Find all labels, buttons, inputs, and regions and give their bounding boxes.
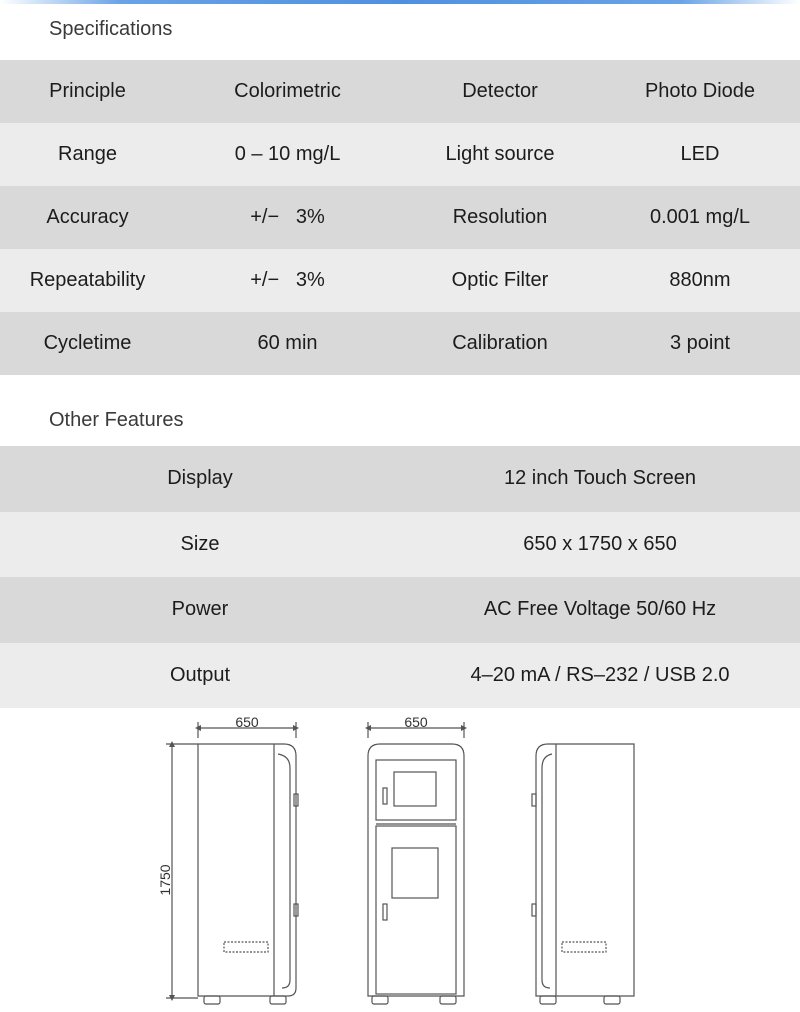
spec-value: 0.001 mg/L [600, 186, 800, 249]
spec-value: 3 point [600, 312, 800, 375]
feature-value: 650 x 1750 x 650 [400, 512, 800, 578]
table-row [0, 60, 800, 123]
spec-label: Optic Filter [400, 249, 600, 312]
top-accent-bar [0, 0, 800, 4]
feature-label: Output [0, 643, 400, 709]
table-row [0, 249, 800, 312]
front-width-label: 650 [404, 714, 428, 730]
feature-value: 4–20 mA / RS–232 / USB 2.0 [400, 643, 800, 709]
table-row [0, 577, 800, 643]
spec-label: Accuracy [0, 186, 175, 249]
spec-label: Detector [400, 60, 600, 123]
table-row [0, 123, 800, 186]
spec-label: Range [0, 123, 175, 186]
dimension-drawings-svg [0, 708, 800, 1012]
spec-value: Photo Diode [600, 60, 800, 123]
spec-value: 0 – 10 mg/L [175, 123, 400, 186]
side-view-drawing [166, 722, 298, 1004]
spec-value: Colorimetric [175, 60, 400, 123]
specifications-table [0, 60, 800, 375]
spec-label: Repeatability [0, 249, 175, 312]
table-row [0, 312, 800, 375]
table-row [0, 446, 800, 512]
other-features-table [0, 446, 800, 708]
spec-label: Cycletime [0, 312, 175, 375]
spec-value: 880nm [600, 249, 800, 312]
spec-label: Resolution [400, 186, 600, 249]
feature-value: AC Free Voltage 50/60 Hz [400, 577, 800, 643]
spec-value: +/− 3% [175, 186, 400, 249]
table-row [0, 186, 800, 249]
feature-label: Size [0, 512, 400, 578]
spec-label: Principle [0, 60, 175, 123]
specifications-title: Specifications [49, 18, 173, 40]
spec-value: +/− 3% [175, 249, 400, 312]
product-drawings [0, 708, 800, 1012]
table-row [0, 512, 800, 578]
spec-value: 60 min [175, 312, 400, 375]
other-features-title: Other Features [49, 409, 184, 431]
front-view-drawing [368, 722, 464, 1004]
side-width-label: 650 [235, 714, 259, 730]
feature-label: Display [0, 446, 400, 512]
spec-label: Calibration [400, 312, 600, 375]
table-row [0, 643, 800, 709]
spec-value: LED [600, 123, 800, 186]
feature-label: Power [0, 577, 400, 643]
feature-value: 12 inch Touch Screen [400, 446, 800, 512]
height-label: 1750 [157, 864, 173, 896]
spec-label: Light source [400, 123, 600, 186]
side-view-right-drawing [532, 744, 634, 1004]
